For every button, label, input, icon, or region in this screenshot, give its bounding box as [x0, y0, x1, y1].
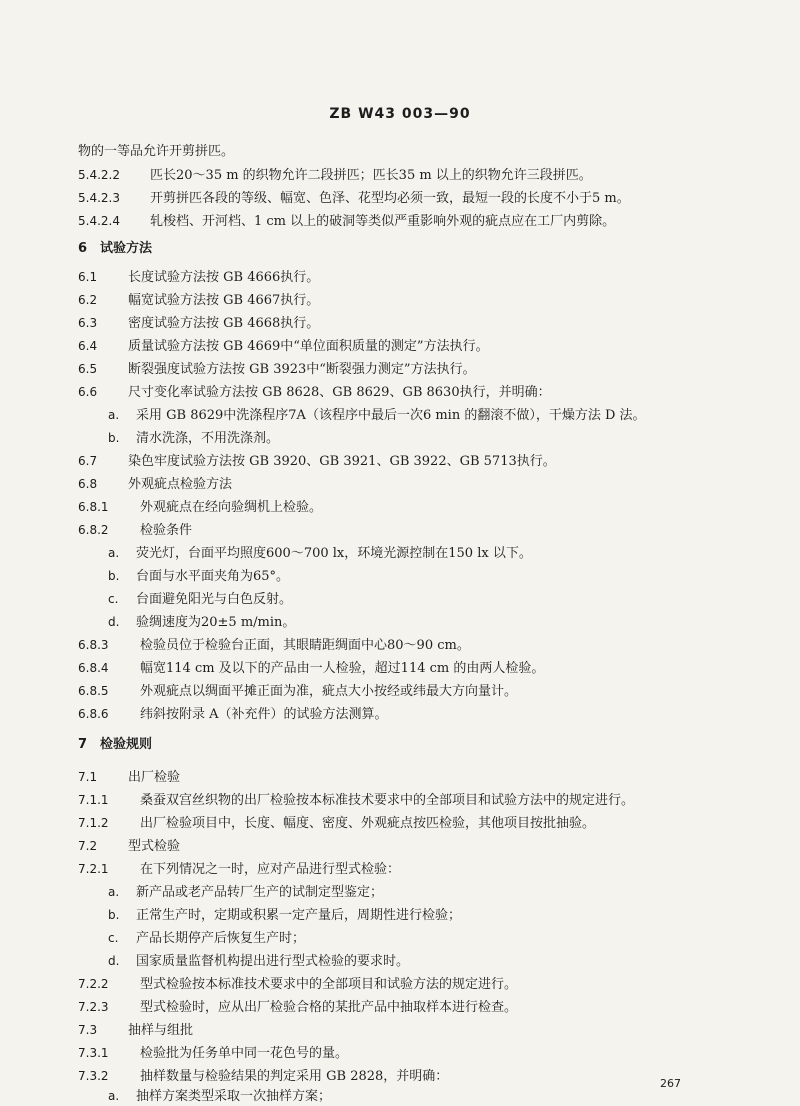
clause-7-3: 7.3 抽样与组批 [78, 1023, 194, 1038]
list-item: c. 台面避免阳光与白色反射。 [108, 592, 293, 607]
clause-6-8-3: 6.8.3 检验员位于检验台正面，其眼睛距绸面中心80～90 cm。 [78, 638, 470, 653]
list-item: b. 清水洗涤，不用洗涤剂。 [108, 431, 280, 446]
text-line: 物的一等品允许开剪拼匹。 [78, 144, 235, 159]
clause-7-2-1: 7.2.1 在下列情况之一时，应对产品进行型式检验： [78, 862, 401, 877]
clause-6-3: 6.3 密度试验方法按 GB 4668执行。 [78, 316, 320, 331]
list-item: c. 产品长期停产后恢复生产时； [108, 931, 306, 946]
list-item: b. 台面与水平面夹角为65°。 [108, 569, 290, 584]
page-header: ZB W43 003—90 [329, 106, 471, 122]
clause-6-6: 6.6 尺寸变化率试验方法按 GB 8628、GB 8629、GB 8630执行，并明确： [78, 385, 551, 400]
clause-6-8: 6.8 外观疵点检验方法 [78, 477, 233, 492]
clause-7-2: 7.2 型式检验 [78, 839, 181, 854]
clause-6-1: 6.1 长度试验方法按 GB 4666执行。 [78, 270, 320, 285]
section-6-heading: 6 试验方法 [78, 241, 153, 256]
clause-7-1: 7.1 出厂检验 [78, 770, 181, 785]
list-item: a. 抽样方案类型采取一次抽样方案； [108, 1089, 332, 1104]
clause-6-4: 6.4 质量试验方法按 GB 4669中“单位面积质量的测定”方法执行。 [78, 339, 489, 354]
clause-7-3-2: 7.3.2 抽样数量与检验结果的判定采用 GB 2828，并明确： [78, 1069, 449, 1084]
list-item: a. 新产品或老产品转厂生产的试制定型鉴定； [108, 885, 384, 900]
section-7-heading: 7 检验规则 [78, 737, 153, 752]
clause-6-2: 6.2 幅宽试验方法按 GB 4667执行。 [78, 293, 320, 308]
clause-7-2-2: 7.2.2 型式检验按本标准技术要求中的全部项目和试验方法的规定进行。 [78, 977, 518, 992]
clause-6-8-4: 6.8.4 幅宽114 cm 及以下的产品由一人检验，超过114 cm 的由两人检验。 [78, 661, 545, 676]
clause-6-8-1: 6.8.1 外观疵点在经向验绸机上检验。 [78, 500, 323, 515]
clause-6-8-6: 6.8.6 纬斜按附录 A（补充件）的试验方法测算。 [78, 707, 388, 722]
clause-5-4-2-4: 5.4.2.4 轧梭档、开河档、1 cm 以上的破洞等类似严重影响外观的疵点应在工厂内剪除。 [78, 214, 616, 229]
page-number: 267 [660, 1077, 681, 1090]
clause-6-8-5: 6.8.5 外观疵点以绸面平摊正面为准，疵点大小按经或纬最大方向量计。 [78, 684, 518, 699]
clause-7-1-1: 7.1.1 桑蚕双宫丝织物的出厂检验按本标准技术要求中的全部项目和试验方法中的规定进行。 [78, 793, 635, 808]
list-item: b. 正常生产时，定期或积累一定产量后，周期性进行检验； [108, 908, 462, 923]
clause-5-4-2-3: 5.4.2.3 开剪拼匹各段的等级、幅宽、色泽、花型均必须一致，最短一段的长度不小于5 m。 [78, 191, 630, 206]
list-item: d. 验绸速度为20±5 m/min。 [108, 615, 296, 630]
list-item: a. 采用 GB 8629中洗涤程序7A（该程序中最后一次6 min 的翻滚不做），干燥方法 D 法。 [108, 408, 646, 423]
clause-7-1-2: 7.1.2 出厂检验项目中，长度、幅度、密度、外观疵点按匹检验，其他项目按批抽验。 [78, 816, 596, 831]
list-item: a. 荧光灯，台面平均照度600～700 lx，环境光源控制在150 lx 以下。 [108, 546, 532, 561]
clause-7-2-3: 7.2.3 型式检验时，应从出厂检验合格的某批产品中抽取样本进行检查。 [78, 1000, 518, 1015]
clause-7-3-1: 7.3.1 检验批为任务单中同一花色号的量。 [78, 1046, 349, 1061]
clause-6-5: 6.5 断裂强度试验方法按 GB 3923中“断裂强力测定”方法执行。 [78, 362, 476, 377]
clause-6-7: 6.7 染色牢度试验方法按 GB 3920、GB 3921、GB 3922、GB 5713执行。 [78, 454, 556, 469]
clause-5-4-2-2: 5.4.2.2 匹长20～35 m 的织物允许二段拼匹；匹长35 m 以上的织物允许三段拼匹。 [78, 168, 592, 183]
list-item: d. 国家质量监督机构提出进行型式检验的要求时。 [108, 954, 410, 969]
clause-6-8-2: 6.8.2 检验条件 [78, 523, 193, 538]
